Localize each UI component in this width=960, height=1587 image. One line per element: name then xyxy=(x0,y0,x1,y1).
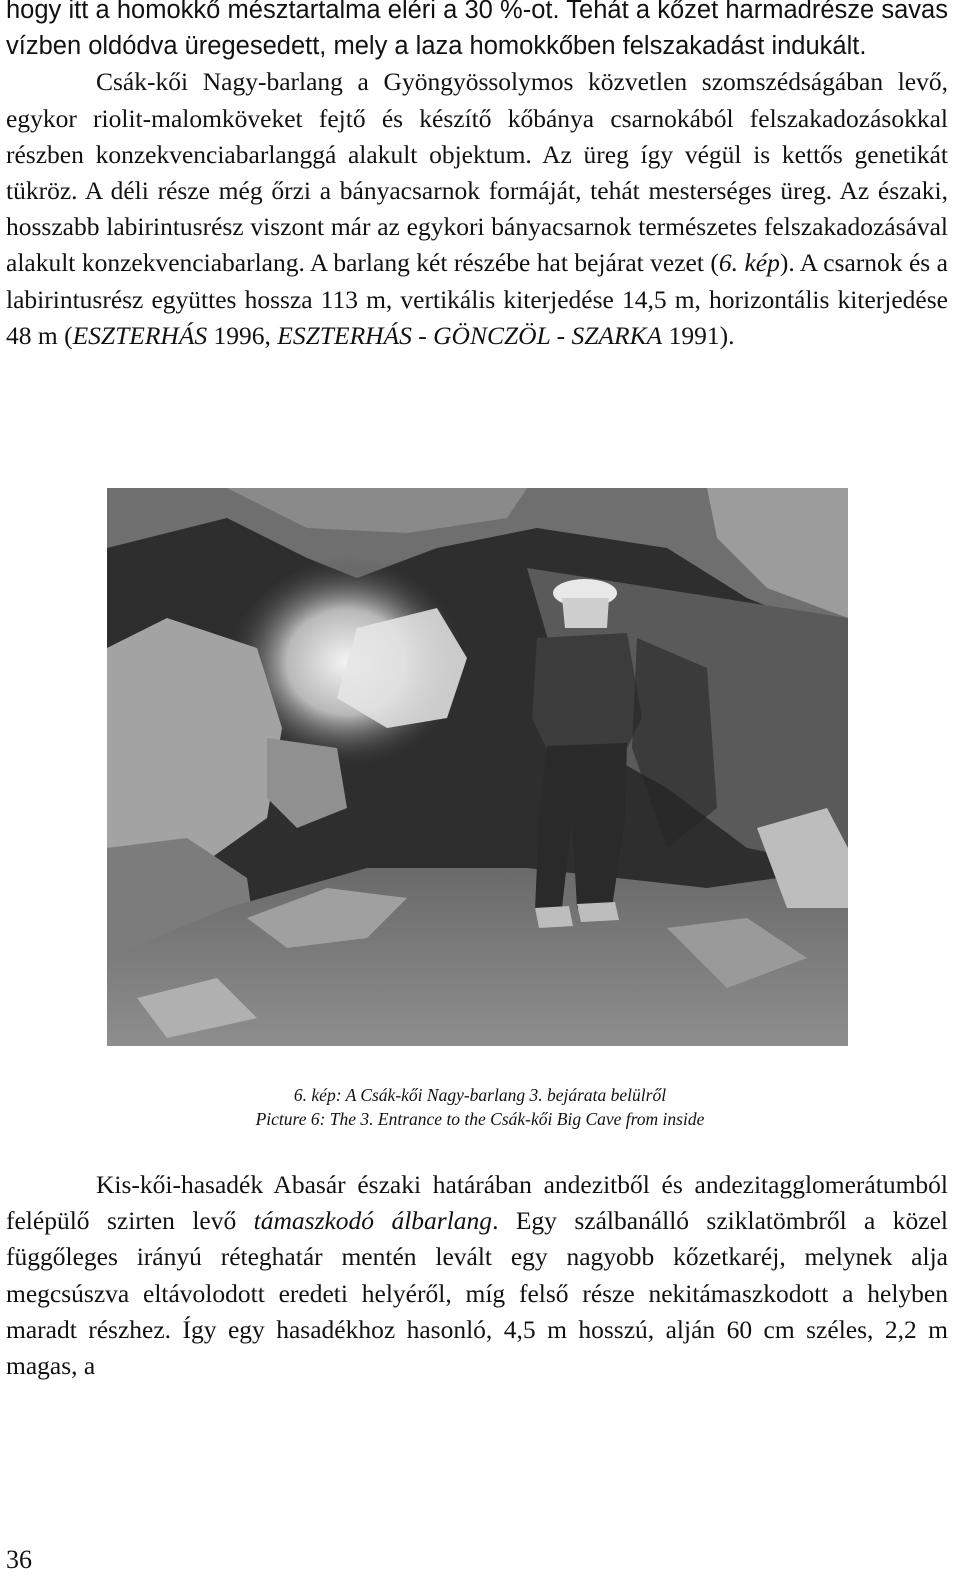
technical-term: támaszkodó álbarlang xyxy=(253,1206,493,1236)
author-citation-2: ESZTERHÁS - GÖNCZÖL - SZARKA xyxy=(277,320,663,350)
author-citation-1: ESZTERHÁS xyxy=(72,320,208,350)
paragraph-2 xyxy=(6,64,948,354)
paragraph-2-text-3: 1996, xyxy=(207,320,278,350)
text-block-top xyxy=(6,0,948,354)
cave-photograph xyxy=(107,488,848,1046)
page-number: 36 xyxy=(6,1545,32,1574)
paragraph-3 xyxy=(6,1167,948,1384)
paragraph-2-text-2: ). A csarnok és a labirintusrész együttes hossza 113 m, vertikális kiterjedése 14,5 m, horizontális kiterjedése 48 m ( xyxy=(6,248,948,350)
text-block-bottom xyxy=(6,1167,948,1384)
paragraph-2-text-4: 1991). xyxy=(662,320,735,350)
figure-reference: 6. kép xyxy=(718,248,780,278)
paragraph-2-text: Csák-kői Nagy-barlang a Gyöngyössolymos közvetlen szomszédságában levő, egykor riolit-malomköveket fejtő és készítő kőbánya csarnokából felszakadozásokkal részben konzekvenciabarlanggá alakult objektum. Az üreg így végül is kettős genetikát tükröz. A déli része még őrzi a bányacsarnok formáját, tehát mesterséges üreg. Az északi, hosszabb labirintusrész viszont már az egykori bányacsarnok természetes felszakadozásával alakult konzekvenciabarlang. A barlang két részébe hat bejárat vezet ( xyxy=(6,67,948,278)
paragraph-1-text: hogy itt a homokkő mésztartalma eléri a 30 %-ot. Tehát a kőzet harmadrésze savas vízben oldódva üregesedett, mely a laza homokkőben felszakadást indukált. xyxy=(6,0,948,61)
figure-caption-english: Picture 6: The 3. Entrance to the Csák-kői Big Cave from inside xyxy=(255,1109,705,1129)
paragraph-3-text-2: . Egy szálbanálló sziklatömbről a közel függőleges irányú réteghatár mentén levált egy nagyobb kőzetkaréj, melynek alja megcsúszva eltávolodott eredeti helyéről, míg felső része nekitámaszkodott a helyben maradt részhez. Így egy hasadékhoz hasonló, 4,5 m hosszú, alján 60 cm széles, 2,2 m magas, a xyxy=(6,1206,949,1381)
paragraph-3-text: Kis-kői-hasadék Abasár északi határában andezitből és andezitagglomerátumból felépülő szirten levő xyxy=(6,1170,948,1236)
figure-caption-hungarian: 6. kép: A Csák-kői Nagy-barlang 3. bejárata belülről xyxy=(293,1085,667,1105)
paragraph-1 xyxy=(6,0,948,64)
